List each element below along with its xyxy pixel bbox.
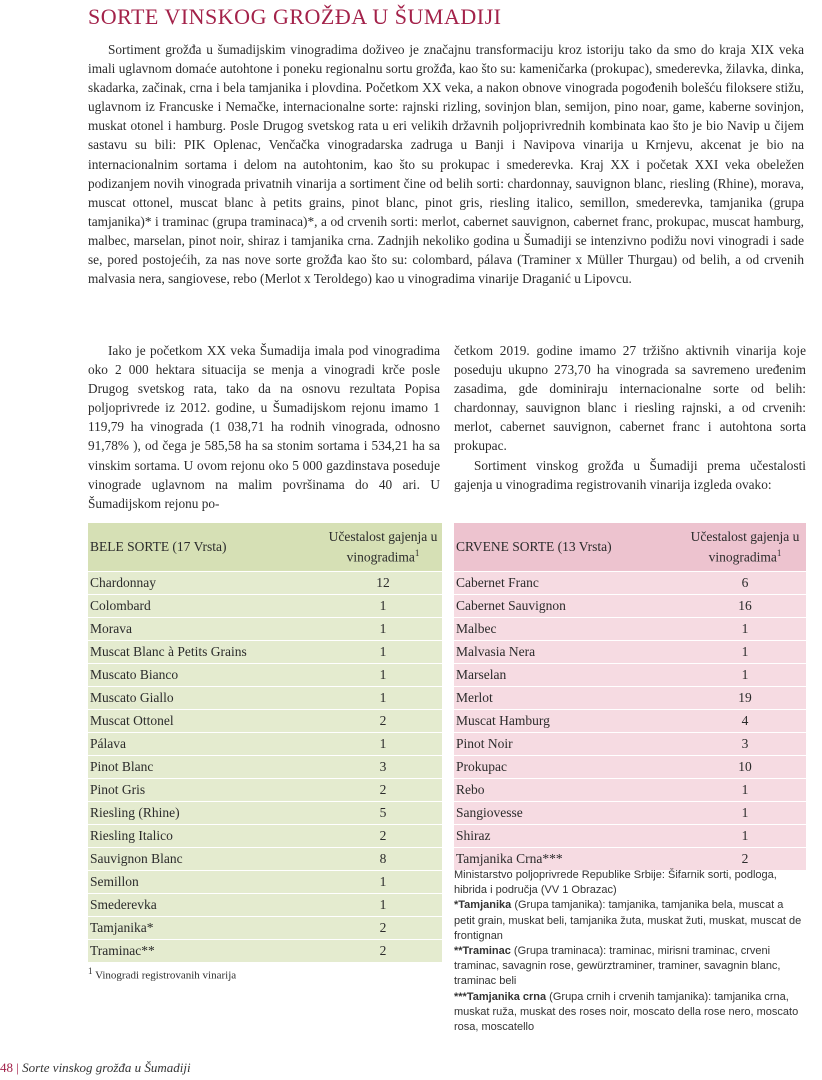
page-footer: 48 | Sorte vinskog grožđa u Šumadiji — [0, 1060, 191, 1075]
table-row — [88, 802, 442, 825]
white-table-body — [88, 572, 442, 963]
table-row — [454, 825, 806, 848]
variety-name: Pálava — [88, 733, 322, 756]
variety-name: Chardonnay — [88, 572, 322, 595]
variety-count: 1 — [322, 618, 442, 641]
variety-count: 1 — [322, 733, 442, 756]
variety-name: Colombard — [88, 595, 322, 618]
table-row — [454, 733, 806, 756]
variety-count: 10 — [682, 756, 806, 779]
variety-name: Malbec — [454, 618, 682, 641]
footnote-tamjanika-crna: ***Tamjanika crna (Grupa crnih i crvenih tamjanika): tamjanika crna, muskat ruža, muskat des roses noir, moscato della rose nero, moscato rosa, moscatello — [454, 990, 799, 1034]
table-row — [454, 710, 806, 733]
variety-count: 2 — [682, 848, 806, 871]
source-footnotes — [454, 868, 806, 1035]
source-note: Ministarstvo poljoprivrede Republike Srbije: Šifarnik sorti, podloga, hibrida i područja (VV 1 Obrazac) — [454, 869, 777, 897]
table-header-row — [454, 523, 806, 572]
table-row — [88, 710, 442, 733]
table-row — [88, 572, 442, 595]
header-frequency: Učestalost gajenja u vinogradima$^1$ — [322, 523, 442, 572]
table-row — [454, 779, 806, 802]
variety-name: Prokupac — [454, 756, 682, 779]
footnote-tamjanika: *Tamjanika (Grupa tamjanika): tamjanika, tamjanika bela, muscat a petit grain, muskat beli, tamjanika žuta, muskat žuti, muskat, muscat de frontignan — [454, 899, 802, 942]
table-row — [88, 733, 442, 756]
red-table-body — [454, 572, 806, 871]
variety-count: 1 — [682, 618, 806, 641]
variety-count: 5 — [322, 802, 442, 825]
table-row — [88, 595, 442, 618]
variety-name: Pinot Gris — [88, 779, 322, 802]
variety-count: 2 — [322, 940, 442, 963]
variety-name: Rebo — [454, 779, 682, 802]
table-row — [88, 894, 442, 917]
left-column-text — [88, 341, 440, 513]
table-row — [454, 641, 806, 664]
table-row — [454, 687, 806, 710]
right-column-paragraph-1: četkom 2019. godine imamo 27 tržišno aktivnih vinarija koje poseduju ukupno 273,70 ha vinograda sa savremeno uređenim zasadima, gde dominiraju internacionalne sorte od belih: chardonnay, sauvignon blanc i riesling rajnski, a od crvenih: merlot, cabernet sauvignon, cabernet franc i autohtona sorta prokupac. — [454, 343, 806, 454]
variety-name: Sangiovesse — [454, 802, 682, 825]
table-row — [88, 779, 442, 802]
header-frequency: Učestalost gajenja u vinogradima$^1$ — [682, 523, 806, 572]
table-row — [454, 595, 806, 618]
table-row — [454, 572, 806, 595]
variety-name: Pinot Noir — [454, 733, 682, 756]
variety-count: 2 — [322, 710, 442, 733]
variety-count: 4 — [682, 710, 806, 733]
variety-name: Muscato Giallo — [88, 687, 322, 710]
variety-count: 1 — [682, 779, 806, 802]
variety-count: 1 — [682, 641, 806, 664]
table-row — [88, 664, 442, 687]
variety-count: 2 — [322, 825, 442, 848]
table-row — [88, 917, 442, 940]
table-row — [88, 756, 442, 779]
table-row — [454, 802, 806, 825]
variety-name: Cabernet Franc — [454, 572, 682, 595]
variety-count: 3 — [682, 733, 806, 756]
table-row — [88, 641, 442, 664]
variety-count: 3 — [322, 756, 442, 779]
variety-name: Riesling (Rhine) — [88, 802, 322, 825]
table-header-row — [88, 523, 442, 572]
header-variety-name: CRVENE SORTE (13 Vrsta) — [454, 523, 682, 572]
variety-name: Muscat Ottonel — [88, 710, 322, 733]
variety-name: Merlot — [454, 687, 682, 710]
variety-count: 1 — [322, 595, 442, 618]
variety-name: Muscato Bianco — [88, 664, 322, 687]
white-varieties-table — [88, 523, 442, 963]
variety-count: 12 — [322, 572, 442, 595]
variety-name: Marselan — [454, 664, 682, 687]
variety-name: Semillon — [88, 871, 322, 894]
variety-count: 2 — [322, 917, 442, 940]
variety-name: Cabernet Sauvignon — [454, 595, 682, 618]
right-column-paragraph-2: Sortiment vinskog grožđa u Šumadiji prema učestalosti gajenja u vinogradima registrovanih vinarija izgleda ovako: — [454, 457, 806, 492]
variety-name: Shiraz — [454, 825, 682, 848]
page-number: 48 — [0, 1060, 13, 1075]
variety-count: 1 — [322, 641, 442, 664]
variety-count: 1 — [682, 825, 806, 848]
variety-name: Muscat Blanc à Petits Grains — [88, 641, 322, 664]
intro-paragraph: Sortiment grožđa u šumadijskim vinogradima doživeo je značajnu transformaciju kroz istoriju tako da smo do kraja XIX veka imali uglavnom domaće autohtone i poneku regionalnu sortu grožđa, kao što su: kameničarka (prokupac), smederevka, žilavka, dinka, skadarka, začinak, crna i bela tamjanika i plovdina. Početkom XX veka, a nakon obnove vinograda pogođenih bolešću filoksere stižu, uglavnom iz Francuske i Nemačke, internacionalne sorte: rajnski rizling, sovinjon blan, semijon, pino noar, game, kaberne sovinjon, muskat otonel i hamburg. Posle Drugog svetskog rata u eri velikih državnih poljoprivrednih kombinata kao što je bio Navip u čijem sastavu su bili: PIK Oplenac, Venčačka vinogradarska zadruga u Banji i Navipova vinarija u Krnjevu, akcenat je bio na internacionalnim sortama i delom na autohtonim, kao što su prokupac i smederevka. Kraj XX i početak XXI veka obeležen podizanjem novih vinograda privatnih vinarija a sortiment čine od belih sorti: chardonnay, sauvignon blanc, riesling (Rhine), morava, muscat ottonel, muscat blanc à petits grains, pinot blanc, pinot gris, riesling italico, semillon, smederevka, tamjanika (grupa tamjanika)* i traminac (grupa traminaca)*, a od crvenih sorti: merlot, cabernet sauvignon, cabernet franc, prokupac, muscat hamburg, malbec, marselan, pinot noir, shiraz i tamjanika crna. Zadnjih nekoliko godina u Šumadiji se intenzivno podižu novi vinogradi i sade se, pored postojećih, za nas nove sorte grožđa kao što su: colombard, pálava (Traminer x Müller Thurgau) od belih, a od crvenih malvasia nera, sangiovese, rebo (Merlot x Teroldego) kao u vinogradima vinarije Draganić u Lipovcu. — [88, 42, 804, 287]
variety-name: Riesling Italico — [88, 825, 322, 848]
variety-count: 1 — [682, 802, 806, 825]
variety-name: Morava — [88, 618, 322, 641]
right-column-text — [454, 341, 806, 494]
variety-count: 6 — [682, 572, 806, 595]
variety-count: 1 — [322, 664, 442, 687]
variety-count: 16 — [682, 595, 806, 618]
variety-count: 8 — [322, 848, 442, 871]
footer-title: Sorte vinskog grožđa u Šumadiji — [22, 1060, 191, 1075]
table-row — [88, 871, 442, 894]
footnote-traminac: **Traminac (Grupa traminaca): traminac, mirisni traminac, crveni traminac, savagnin rose, gewürztraminer, traminer, savagnin blanc, traminac beli — [454, 945, 781, 988]
table-row — [454, 618, 806, 641]
table-row — [454, 664, 806, 687]
table-row — [88, 687, 442, 710]
table-row — [88, 848, 442, 871]
variety-name: Smederevka — [88, 894, 322, 917]
table-row — [88, 940, 442, 963]
left-column-paragraph: Iako je početkom XX veka Šumadija imala pod vinogradima oko 2 000 hektara situacija se menja a vinogradi krče posle Drugog svetskog rata, tako da na osnovu rezultata Popisa poljoprivrede iz 2012. godine, u Šumadijskom rejonu imamo 1 119,79 ha vinograda (1 038,71 ha rodnih vinograda, odnosno 91,78% ), od čega je 585,58 ha sa stonim sortama i 534,21 ha sa vinskim sortama. U ovom rejonu oko 5 000 gazdinstava poseduje vinograde uglavnom na malim površinama do 40 ari. U Šumadijskom rejonu po- — [88, 343, 440, 511]
header-variety-name: BELE SORTE (17 Vrsta) — [88, 523, 322, 572]
page-title: SORTE VINSKOG GROŽĐA U ŠUMADIJI — [88, 4, 502, 29]
table-footnote: $^1$ Vinogradi registrovanih vinarija — [88, 966, 237, 982]
table-row — [88, 825, 442, 848]
variety-count: 1 — [322, 894, 442, 917]
variety-name: Traminac** — [88, 940, 322, 963]
variety-name: Muscat Hamburg — [454, 710, 682, 733]
variety-name: Malvasia Nera — [454, 641, 682, 664]
variety-count: 1 — [322, 871, 442, 894]
variety-name: Pinot Blanc — [88, 756, 322, 779]
variety-name: Tamjanika* — [88, 917, 322, 940]
variety-count: 1 — [322, 687, 442, 710]
variety-count: 2 — [322, 779, 442, 802]
variety-count: 1 — [682, 664, 806, 687]
variety-count: 19 — [682, 687, 806, 710]
table-row — [454, 756, 806, 779]
table-row — [88, 618, 442, 641]
variety-name: Tamjanika Crna*** — [454, 848, 682, 871]
variety-name: Sauvignon Blanc — [88, 848, 322, 871]
red-varieties-table — [454, 523, 806, 871]
